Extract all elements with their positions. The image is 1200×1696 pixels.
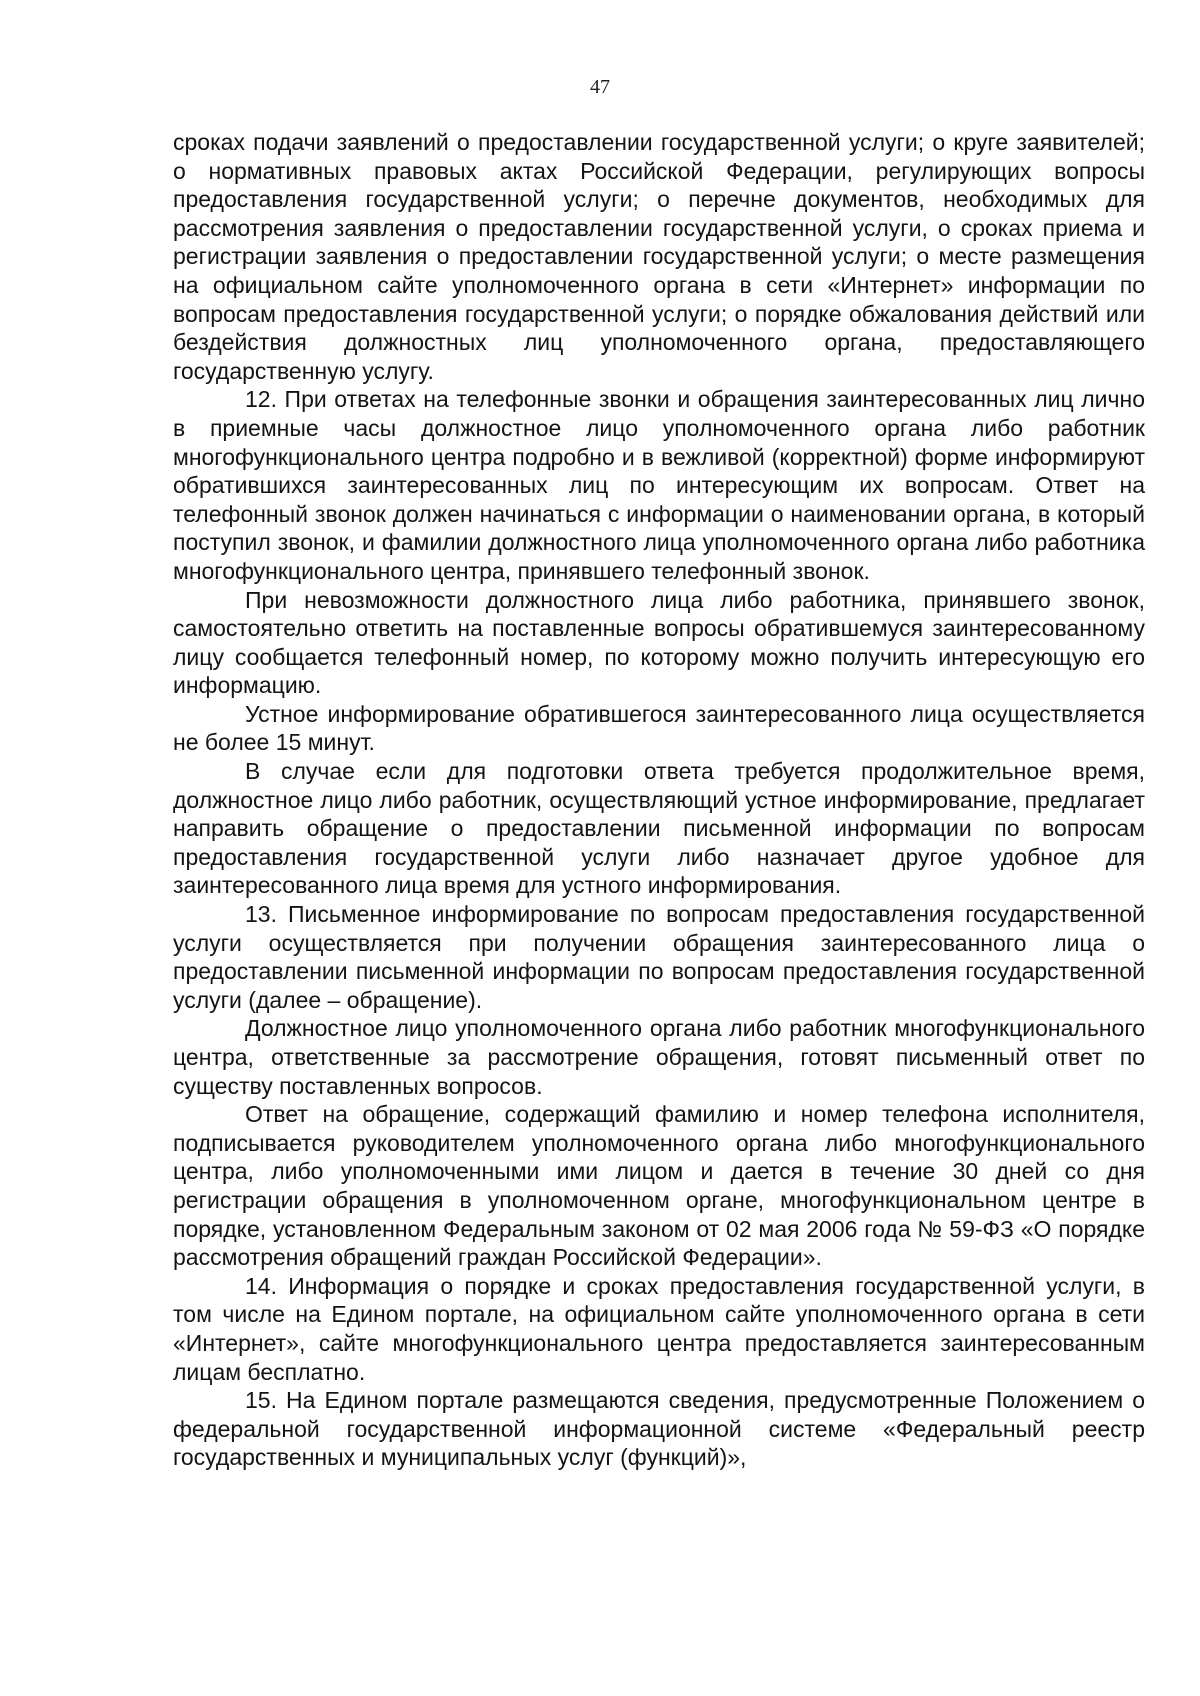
document-body — [173, 128, 1145, 1472]
paragraph-answer-signing: Ответ на обращение, содержащий фамилию и номер телефона исполнителя, подписывается руководителем уполномоченного органа либо многофункционального центра, либо уполномоченными ими лицом и дается в течение 30 дней со дня регистрации обращения в уполномоченном органе, многофункциональном центре в порядке, установленном Федеральным законом от 02 мая 2006 года № 59-ФЗ «О порядке рассмотрения обращений граждан Российской Федерации». — [173, 1101, 1145, 1271]
paragraph-written-answer: Должностное лицо уполномоченного органа либо работник многофункционального центра, ответственные за рассмотрение обращения, готовят письменный ответ по существу поставленных вопросов. — [173, 1015, 1145, 1099]
paragraph-item-14: 14. Информация о порядке и сроках предоставления государственной услуги, в том числе на Едином портале, на официальном сайте уполномоченного органа в сети «Интернет», сайте многофункционального центра предоставляется заинтересованным лицам бесплатно. — [173, 1272, 1145, 1385]
paragraph-continuation: сроках подачи заявлений о предоставлении государственной услуги; о круге заявителей; о нормативных правовых актах Российской Федерации, регулирующих вопросы предоставления государственной услуги; о перечне документов, необходимых для рассмотрения заявления о предоставлении государственной услуги, о сроках приема и регистрации заявления о предоставлении государственной услуги; о месте размещения на официальном сайте уполномоченного органа в сети «Интернет» информации по вопросам предоставления государственной услуги; о порядке обжалования действий или бездействия должностных лиц уполномоченного органа, предоставляющего государственную услугу. — [173, 129, 1145, 384]
paragraph-long-answer: В случае если для подготовки ответа требуется продолжительное время, должностное лицо либо работник, осуществляющий устное информирование, предлагает направить обращение о предоставлении письменной информации по вопросам предоставления государственной услуги либо назначает другое удобное для заинтересованного лица время для устного информирования. — [173, 758, 1145, 899]
paragraph-item-12: 12. При ответах на телефонные звонки и обращения заинтересованных лиц лично в приемные часы должностное лицо уполномоченного органа либо работник многофункционального центра подробно и в вежливой (корректной) форме информируют обратившихся заинтересованных лиц по интересующим их вопросам. Ответ на телефонный звонок должен начинаться с информации о наименовании органа, в который поступил звонок, и фамилии должностного лица уполномоченного органа либо работника многофункционального центра, принявшего телефонный звонок. — [173, 386, 1145, 584]
page-number: 47 — [590, 76, 610, 98]
paragraph-phone-unable: При невозможности должностного лица либо работника, принявшего звонок, самостоятельно ответить на поставленные вопросы обратившемуся заинтересованному лицу сообщается телефонный номер, по которому можно получить интересующую его информацию. — [173, 586, 1145, 699]
paragraph-item-13: 13. Письменное информирование по вопросам предоставления государственной услуги осуществляется при получении обращения заинтересованного лица о предоставлении письменной информации по вопросам предоставления государственной услуги (далее – обращение). — [173, 901, 1145, 1013]
paragraph-item-15: 15. На Едином портале размещаются сведения, предусмотренные Положением о федеральной государственной информационной системе «Федеральный реестр государственных и муниципальных услуг (функций)», — [173, 1387, 1145, 1471]
paragraph-oral-duration: Устное информирование обратившегося заинтересованного лица осуществляется не более 15 минут. — [173, 700, 1145, 756]
